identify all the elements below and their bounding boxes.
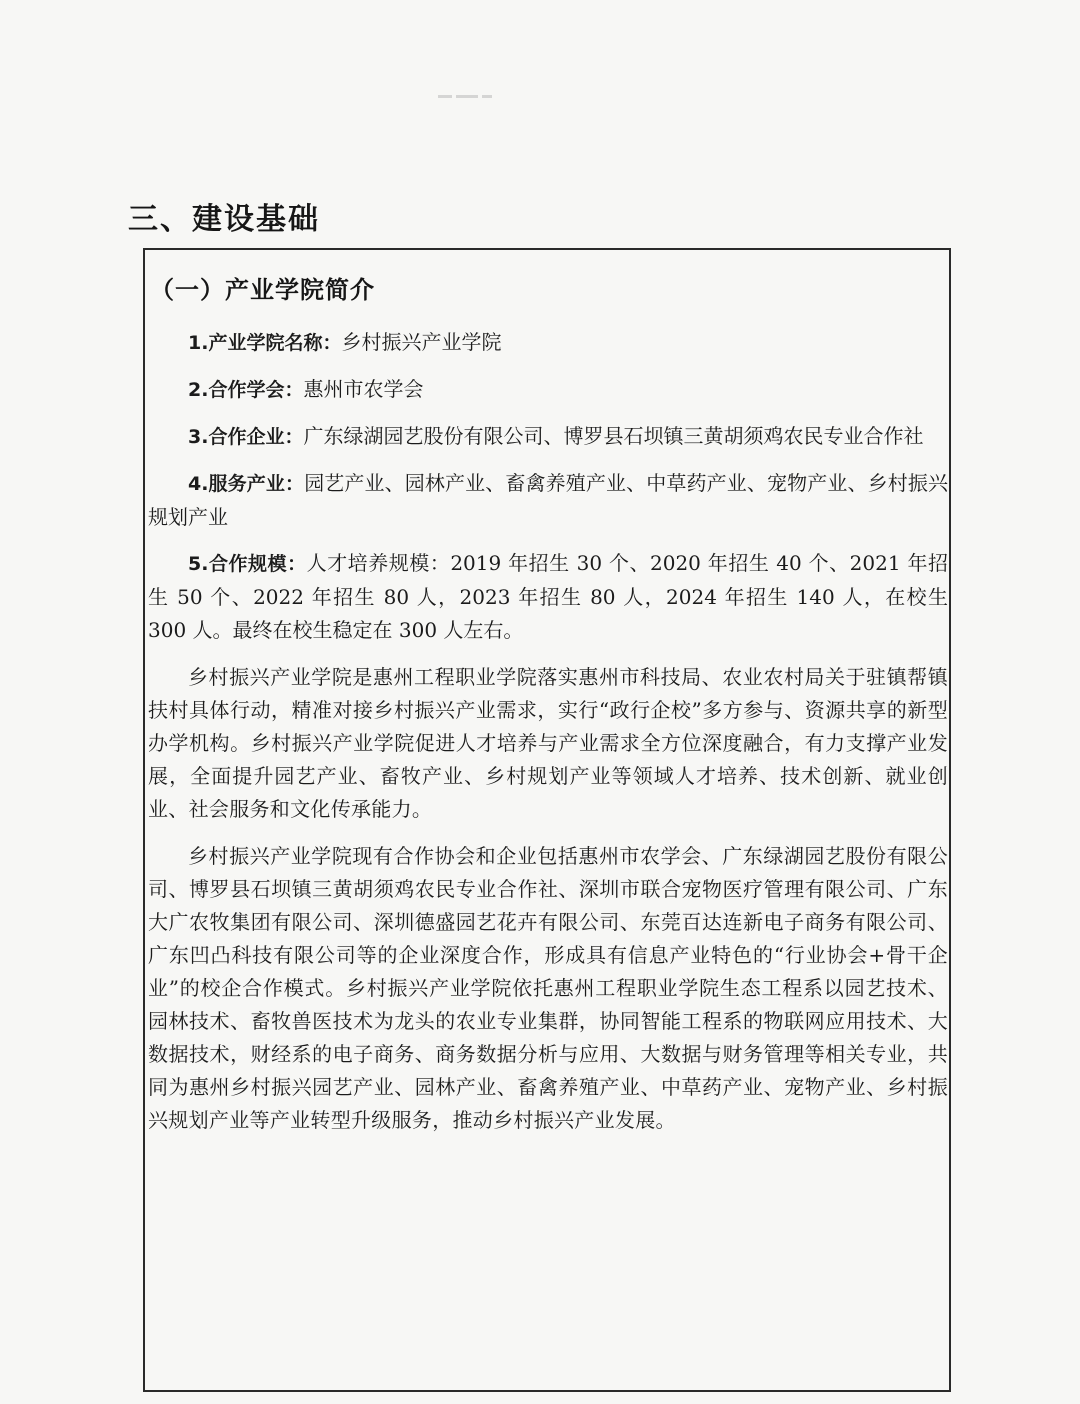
paragraph-partners: 乡村振兴产业学院现有合作协会和企业包括惠州市农学会、广东绿湖园艺股份有限公司、博罗县石坝镇三黄胡须鸡农民专业合作社、深圳市联合宠物医疗管理有限公司、广东大广农牧集团有限公司、深圳德盛园艺花卉有限公司、东莞百达连新电子商务有限公司、广东凹凸科技有限公司等的企业深度合作，形成具有信息产业特色的“行业协会+骨干企业”的校企合作模式。乡村振兴产业学院依托惠州工程职业学院生态工程系以园艺技术、园林技术、畜牧兽医技术为龙头的农业专业集群，协同智能工程系的物联网应用技术、大数据技术，财经系的电子商务、商务数据分析与应用、大数据与财务管理等相关专业，共同为惠州乡村振兴园艺产业、园林产业、畜禽养殖产业、中草药产业、宠物产业、乡村振兴规划产业等产业转型升级服务，推动乡村振兴产业发展。 <box>148 844 948 1132</box>
item-partner-society: 2.合作学会：惠州市农学会 <box>188 377 424 401</box>
item-partner-enterprises: 3.合作企业：广东绿湖园艺股份有限公司、博罗县石坝镇三黄胡须鸡农民专业合作社 <box>188 424 924 448</box>
subsection-heading: （一）产业学院简介 <box>150 276 375 304</box>
item-service-industries: 4.服务产业：园艺产业、园林产业、畜禽养殖产业、中草药产业、宠物产业、乡村振兴规划产业 <box>148 471 948 529</box>
scan-artifact <box>438 86 502 100</box>
content-body <box>148 326 948 1151</box>
item-cooperation-scale: 5.合作规模：人才培养规模：2019 年招生 30 个、2020 年招生 40 个、2021 年招生 50 个、2022 年招生 80 人，2023 年招生 80 人，2024 年招生 140 人，在校生 300 人。最终在校生稳定在 300 人左右。 <box>148 551 948 642</box>
paragraph-intro: 乡村振兴产业学院是惠州工程职业学院落实惠州市科技局、农业农村局关于驻镇帮镇扶村具体行动，精准对接乡村振兴产业需求，实行“政行企校”多方参与、资源共享的新型办学机构。乡村振兴产业学院促进人才培养与产业需求全方位深度融合，有力支撑产业发展，全面提升园艺产业、畜牧产业、乡村规划产业等领域人才培养、技术创新、就业创业、社会服务和文化传承能力。 <box>148 665 948 821</box>
section-heading: 三、建设基础 <box>128 202 320 237</box>
item-college-name: 1.产业学院名称：乡村振兴产业学院 <box>188 330 502 354</box>
